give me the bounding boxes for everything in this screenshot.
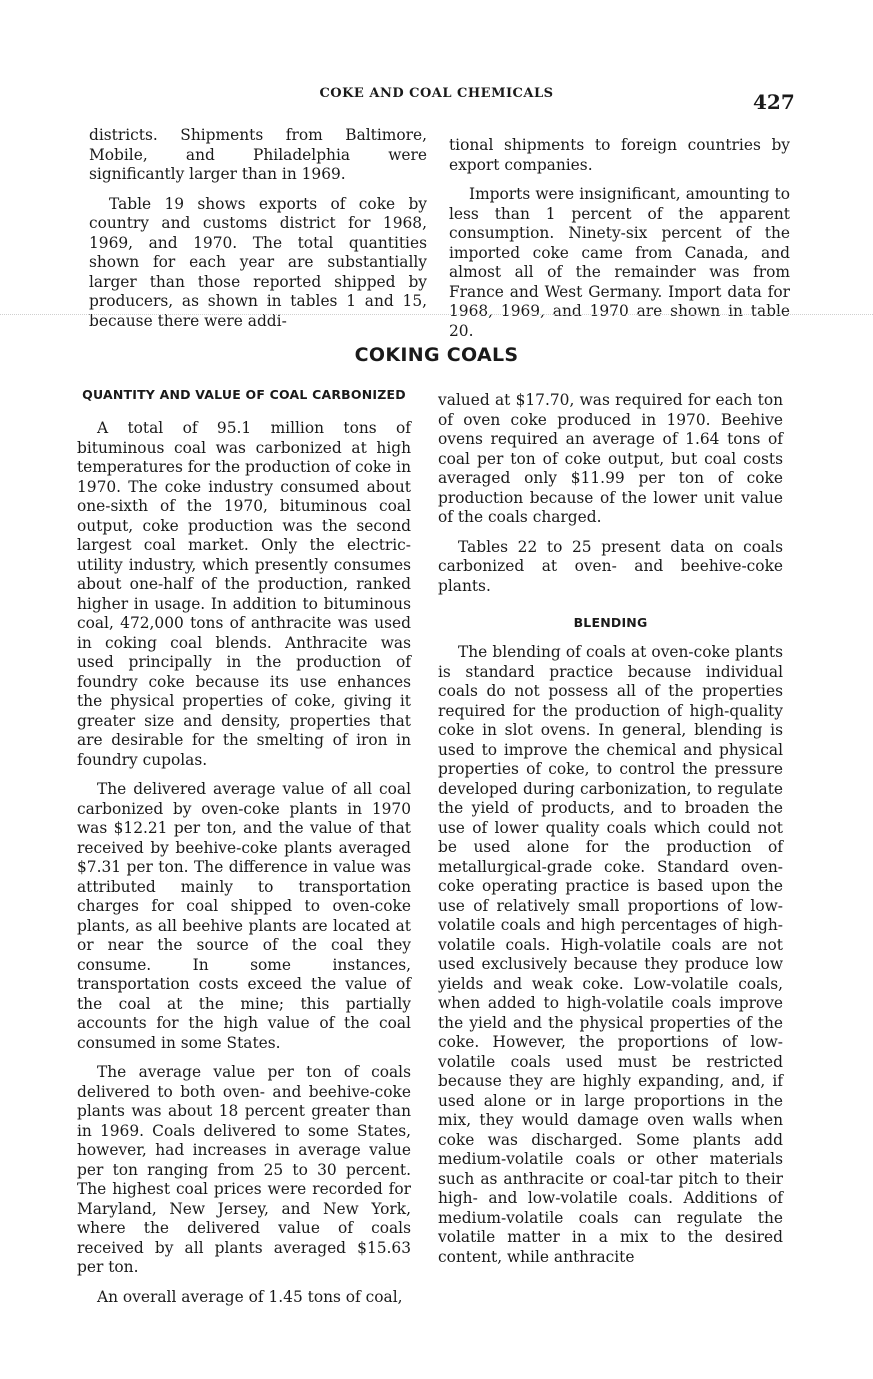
subheading-quantity-value: QUANTITY AND VALUE OF COAL CARBONIZED [82, 387, 406, 402]
paragraph: Tables 22 to 25 present data on coals carbonized at oven- and beehive-coke plants. [438, 537, 783, 595]
bottom-left-column [77, 386, 411, 1317]
paragraph: The blending of coals at oven-coke plants is standard practice because individual coals do not possess all of the properties required for the production of high-quality coke in slot ovens. In general, blending is used to improve the chemical and physical properties of coke, to control the pressure developed during carbonization, to regulate the yield of products, and to broaden the use of lower quality coals which could not be used alone for the production of metallurgical-grade coke. Standard oven-coke operating practice is based upon the use of relatively small proportions of low-volatile coals and high percentages of high-volatile coals. High-volatile coals are not used exclusively because they produce low yields and weak coke. Low-volatile coals, when added to high-volatile coals improve the yield and the physical properties of the coke. However, the proportions of low-volatile coals used must be restricted because they are highly expanding, and, if used alone or in large proportions in the mix, they would damage oven walls when coke was discharged. Some plants add medium-volatile coals or other materials such as anthracite or coal-tar pitch to their high- and low-volatile coals. Additions of medium-volatile coals can regulate the volatile matter in a mix to the desired content, while anthracite [438, 643, 783, 1266]
paragraph: An overall average of 1.45 tons of coal, [97, 1287, 403, 1306]
top-left-column [89, 126, 427, 341]
section-divider [0, 314, 873, 315]
section-title: COKING COALS [354, 344, 519, 366]
paragraph: valued at $17.70, was required for each ton of oven coke produced in 1970. Beehive ovens required an average of 1.64 tons of coal per ton of coke output, but coal costs averaged only $11.99 per ton of coke production because of the lower unit value of the coals charged. [438, 391, 783, 526]
paragraph: tional shipments to foreign countries by export companies. [449, 136, 790, 174]
top-right-column [449, 136, 790, 351]
bottom-right-column [438, 391, 783, 1277]
paragraph: Imports were insignificant, amounting to less than 1 percent of the apparent consumption. Ninety-six percent of the imported coke came from Canada, and almost all of the remainder was from France and West Germany. Import data for 1968, 1969, and 1970 are shown in table 20. [449, 185, 790, 340]
paragraph: districts. Shipments from Baltimore, Mobile, and Philadelphia were significantly larger than in 1969. [89, 126, 427, 183]
subheading-blending: BLENDING [573, 615, 648, 630]
running-head: COKE AND COAL CHEMICALS [319, 86, 554, 101]
paragraph: Table 19 shows exports of coke by country and customs district for 1968, 1969, and 1970. The total quantities shown for each year are substantially larger than those reported shipped by producers, as shown in tables 1 and 15, because there were addi- [89, 194, 427, 330]
page-number: 427 [753, 90, 795, 114]
paragraph: The average value per ton of coals delivered to both oven- and beehive-coke plants was about 18 percent greater than in 1969. Coals delivered to some States, however, had increases in average value per ton ranging from 25 to 30 percent. The highest coal prices were recorded for Maryland, New Jersey, and New York, where the delivered value of coals received by all plants averaged $15.63 per ton. [77, 1063, 411, 1276]
paragraph: A total of 95.1 million tons of bituminous coal was carbonized at high temperatures for the production of coke in 1970. The coke industry consumed about one-sixth of the 1970, bituminous coal output, coke production was the second largest coal market. Only the electric-utility industry, which presently consumes about one-half of the production, ranked higher in usage. In addition to bituminous coal, 472,000 tons of anthracite was used in coking coal blends. Anthracite was used principally in the production of foundry coke because its use enhances the physical properties of coke, giving it greater size and density, properties that are desirable for the smelting of iron in foundry cupolas. [77, 419, 411, 769]
paragraph: The delivered average value of all coal carbonized by oven-coke plants in 1970 was $12.21 per ton, and the value of that received by beehive-coke plants averaged $7.31 per ton. The difference in value was attributed mainly to transportation charges for coal shipped to oven-coke plants, as all beehive plants are located at or near the source of the coal they consume. In some instances, transportation costs exceed the value of the coal at the mine; this partially accounts for the high value of the coal consumed in some States. [77, 780, 411, 1052]
